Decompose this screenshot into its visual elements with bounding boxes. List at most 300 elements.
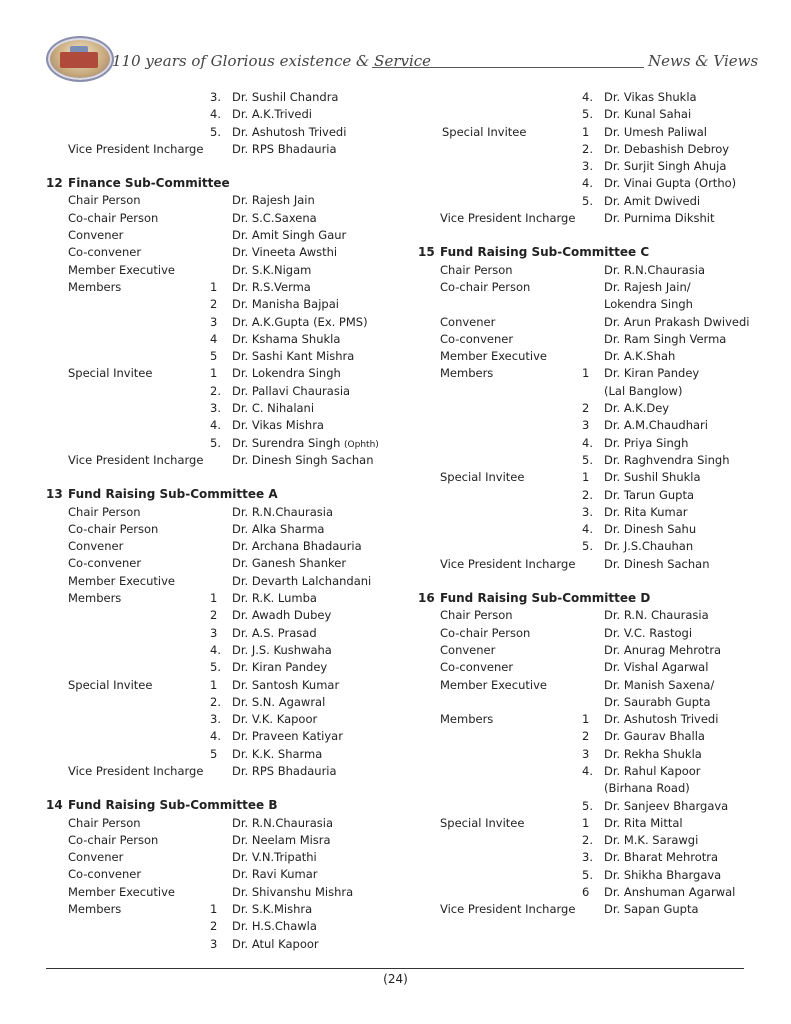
role-label: Vice President Incharge bbox=[68, 763, 204, 778]
member-row bbox=[418, 296, 758, 313]
committee-title: Fund Raising Sub-Committee D bbox=[440, 591, 651, 606]
member-number: 5. bbox=[210, 660, 221, 675]
member-row bbox=[418, 348, 758, 365]
member-name bbox=[232, 918, 317, 935]
member-row bbox=[46, 296, 386, 313]
member-row bbox=[418, 677, 758, 694]
member-name-text: Dr. Vinai Gupta (Ortho) bbox=[604, 176, 737, 191]
member-name-text: Dr. RPS Bhadauria bbox=[232, 141, 337, 156]
role-label: Chair Person bbox=[68, 504, 141, 519]
member-row bbox=[418, 279, 758, 296]
member-name bbox=[232, 279, 311, 296]
member-number: 1 bbox=[582, 366, 590, 381]
member-number: 1 bbox=[582, 470, 590, 485]
member-name bbox=[232, 625, 317, 642]
member-name-text: Dr. Ram Singh Verma bbox=[604, 331, 727, 346]
member-row bbox=[418, 331, 758, 348]
role-label: Special Invitee bbox=[68, 366, 153, 381]
member-row bbox=[418, 521, 758, 538]
member-name-text: Dr. Anurag Mehrotra bbox=[604, 642, 722, 657]
member-name bbox=[604, 331, 726, 348]
committee-title: Fund Raising Sub-Committee C bbox=[440, 245, 650, 260]
member-number: 3 bbox=[210, 936, 218, 951]
member-name-text: Dr. Rajesh Jain/ bbox=[604, 279, 691, 294]
member-name-text: Dr. A.K.Trivedi bbox=[232, 107, 312, 122]
member-number: 2 bbox=[210, 608, 218, 623]
member-number: 4. bbox=[210, 418, 221, 433]
member-name bbox=[604, 901, 699, 918]
member-number: 5. bbox=[582, 867, 593, 882]
member-name bbox=[604, 763, 701, 780]
member-name bbox=[232, 124, 346, 141]
member-name bbox=[232, 866, 318, 883]
member-row bbox=[46, 573, 386, 590]
member-row bbox=[46, 625, 386, 642]
member-number: 3 bbox=[582, 418, 590, 433]
member-name bbox=[604, 279, 691, 296]
member-name bbox=[604, 383, 682, 400]
role-label: Member Executive bbox=[68, 573, 175, 588]
member-name-text: Dr. Devarth Lalchandani bbox=[232, 573, 372, 588]
member-name bbox=[232, 728, 343, 745]
member-row bbox=[418, 901, 758, 918]
member-row bbox=[46, 728, 386, 745]
member-row bbox=[418, 504, 758, 521]
member-name-text: Dr. Ashutosh Trivedi bbox=[604, 712, 719, 727]
member-name bbox=[232, 538, 362, 555]
member-name bbox=[232, 192, 315, 209]
member-name bbox=[232, 901, 312, 918]
member-name-text: Dr. M.K. Sarawgi bbox=[604, 833, 699, 848]
member-row bbox=[418, 175, 758, 192]
member-row bbox=[418, 193, 758, 210]
member-number: 2 bbox=[582, 729, 590, 744]
member-name bbox=[232, 452, 374, 469]
role-label: Special Invitee bbox=[440, 815, 525, 830]
role-label: Vice President Incharge bbox=[440, 556, 576, 571]
member-row bbox=[418, 867, 758, 884]
member-name-text: Dr. Vikas Mishra bbox=[232, 418, 324, 433]
member-name bbox=[232, 314, 368, 331]
member-name bbox=[232, 590, 317, 607]
member-number: 4. bbox=[582, 435, 593, 450]
member-row bbox=[46, 141, 386, 158]
member-number: 5. bbox=[582, 539, 593, 554]
member-name-text: Dr. Manisha Bajpai bbox=[232, 297, 339, 312]
member-name-text: Dr. Vineeta Awsthi bbox=[232, 245, 338, 260]
member-name bbox=[232, 331, 340, 348]
member-row bbox=[46, 918, 386, 935]
role-label: Convener bbox=[68, 539, 124, 554]
member-name bbox=[232, 573, 371, 590]
member-name bbox=[232, 417, 324, 434]
member-name-text: Dr. A.K.Gupta (Ex. PMS) bbox=[232, 314, 368, 329]
member-name-text: Dr. Anshuman Agarwal bbox=[604, 885, 736, 900]
member-name-text: Dr. Umesh Paliwal bbox=[604, 124, 707, 139]
role-label: Member Executive bbox=[68, 262, 175, 277]
role-label: Vice President Incharge bbox=[440, 211, 576, 226]
member-name-text: Dr. Rita Mittal bbox=[604, 815, 683, 830]
member-name bbox=[604, 659, 708, 676]
member-name bbox=[232, 659, 327, 676]
member-row bbox=[46, 417, 386, 434]
member-name-text: Dr. J.S.Chauhan bbox=[604, 539, 694, 554]
member-number: 2 bbox=[210, 919, 218, 934]
member-name-text: Dr. Pallavi Chaurasia bbox=[232, 383, 351, 398]
member-row bbox=[418, 625, 758, 642]
member-row bbox=[46, 365, 386, 382]
member-number: 3. bbox=[582, 504, 593, 519]
member-row bbox=[46, 106, 386, 123]
member-name-text: Dr. H.S.Chawla bbox=[232, 919, 317, 934]
member-row bbox=[418, 607, 758, 624]
member-name-text: Dr. Kunal Sahai bbox=[604, 107, 692, 122]
member-name bbox=[232, 849, 317, 866]
member-name-text: Dr. Awadh Dubey bbox=[232, 608, 332, 623]
member-name-text: Dr. Kiran Pandey bbox=[604, 366, 700, 381]
member-row bbox=[418, 711, 758, 728]
member-row bbox=[418, 487, 758, 504]
member-number: 5. bbox=[582, 107, 593, 122]
member-name-text: Dr. Amit Singh Gaur bbox=[232, 228, 347, 243]
member-row bbox=[418, 452, 758, 469]
member-name bbox=[604, 815, 683, 832]
role-label: Members bbox=[68, 591, 122, 606]
member-name-text: Dr. Rajesh Jain bbox=[232, 193, 315, 208]
member-name bbox=[604, 141, 729, 158]
member-name bbox=[232, 141, 337, 158]
member-name bbox=[604, 677, 714, 694]
member-name bbox=[604, 538, 693, 555]
member-name-text: Dr. Tarun Gupta bbox=[604, 487, 695, 502]
member-number: 4. bbox=[210, 107, 221, 122]
member-row bbox=[46, 746, 386, 763]
member-name-text: Dr. Debashish Debroy bbox=[604, 141, 730, 156]
role-label: Co-chair Person bbox=[68, 210, 159, 225]
member-row bbox=[418, 746, 758, 763]
member-name bbox=[232, 763, 337, 780]
member-row bbox=[46, 590, 386, 607]
member-row bbox=[418, 400, 758, 417]
member-number: 2. bbox=[582, 833, 593, 848]
committee-title: Fund Raising Sub-Committee B bbox=[68, 798, 278, 813]
member-row bbox=[46, 901, 386, 918]
member-name bbox=[232, 365, 341, 382]
role-label: Special Invitee bbox=[68, 677, 153, 692]
member-row bbox=[46, 555, 386, 572]
role-label: Members bbox=[440, 366, 494, 381]
member-number: 3 bbox=[210, 314, 218, 329]
member-name-text: Dr. A.M.Chaudhari bbox=[604, 418, 708, 433]
member-name bbox=[232, 694, 325, 711]
committee-number: 16 bbox=[418, 591, 435, 606]
member-row bbox=[46, 538, 386, 555]
member-name bbox=[232, 555, 346, 572]
member-name bbox=[604, 556, 709, 573]
member-row bbox=[46, 642, 386, 659]
member-row bbox=[46, 849, 386, 866]
role-label: Convener bbox=[440, 314, 496, 329]
role-label: Chair Person bbox=[440, 608, 513, 623]
member-name-text: Dr. A.K.Shah bbox=[604, 349, 676, 364]
committee-heading bbox=[46, 797, 386, 814]
member-row bbox=[418, 89, 758, 106]
member-row bbox=[46, 763, 386, 780]
building-logo-icon bbox=[46, 36, 114, 82]
member-name bbox=[604, 746, 702, 763]
member-row bbox=[46, 866, 386, 883]
member-row bbox=[46, 314, 386, 331]
member-name-text: Dr. Gaurav Bhalla bbox=[604, 729, 705, 744]
member-name bbox=[604, 262, 705, 279]
member-name-text: Dr. Rita Kumar bbox=[604, 504, 688, 519]
committee-heading bbox=[46, 175, 386, 192]
member-name-text: Dr. Praveen Katiyar bbox=[232, 729, 343, 744]
role-label: Chair Person bbox=[440, 262, 513, 277]
member-name-text: Dr. Sapan Gupta bbox=[604, 902, 699, 917]
role-label: Member Executive bbox=[440, 677, 547, 692]
role-label: Vice President Incharge bbox=[68, 452, 204, 467]
role-label: Chair Person bbox=[68, 815, 141, 830]
committee-number: 15 bbox=[418, 245, 435, 260]
member-name-text: Dr. A.S. Prasad bbox=[232, 625, 317, 640]
member-name-text: Dr. Rekha Shukla bbox=[604, 746, 702, 761]
member-name bbox=[604, 521, 696, 538]
member-row bbox=[418, 435, 758, 452]
member-row bbox=[418, 106, 758, 123]
member-name-text: Dr. K.K. Sharma bbox=[232, 746, 323, 761]
member-name-text: Dr. Arun Prakash Dwivedi bbox=[604, 314, 750, 329]
role-label: Co-chair Person bbox=[440, 279, 531, 294]
member-name bbox=[232, 383, 350, 400]
member-row bbox=[46, 227, 386, 244]
member-name bbox=[604, 694, 711, 711]
member-number: 2 bbox=[210, 297, 218, 312]
member-row bbox=[418, 642, 758, 659]
member-name-text: Dr. Surendra Singh bbox=[232, 435, 341, 450]
member-number: 2. bbox=[210, 383, 221, 398]
member-row bbox=[418, 365, 758, 382]
member-name bbox=[604, 435, 688, 452]
member-row bbox=[418, 728, 758, 745]
member-name-text: Dr. R.N.Chaurasia bbox=[604, 262, 705, 277]
member-name bbox=[232, 244, 337, 261]
member-name-text: Dr. Vishal Agarwal bbox=[604, 660, 709, 675]
member-row bbox=[46, 435, 386, 452]
member-number: 4. bbox=[582, 90, 593, 104]
member-number: 3 bbox=[582, 746, 590, 761]
member-row bbox=[46, 262, 386, 279]
member-name-text: Dr. S.K.Nigam bbox=[232, 262, 312, 277]
role-label: Member Executive bbox=[68, 884, 175, 899]
member-row bbox=[46, 832, 386, 849]
committee-title: Finance Sub-Committee bbox=[68, 176, 230, 191]
member-name bbox=[604, 780, 690, 797]
member-name bbox=[232, 607, 331, 624]
member-name-text: Dr. A.K.Dey bbox=[604, 401, 670, 416]
member-name-text: Dr. Dinesh Sachan bbox=[604, 556, 710, 571]
member-row bbox=[46, 694, 386, 711]
member-name bbox=[604, 365, 699, 382]
member-name-text: Dr. Sushil Chandra bbox=[232, 90, 339, 104]
member-row bbox=[418, 815, 758, 832]
member-name-text: Dr. Dinesh Sahu bbox=[604, 522, 697, 537]
committee-heading bbox=[418, 590, 758, 607]
member-name-text: Dr. J.S. Kushwaha bbox=[232, 642, 332, 657]
role-label: Co-chair Person bbox=[68, 521, 159, 536]
member-name-text: Dr. V.N.Tripathi bbox=[232, 850, 317, 865]
member-number: 1 bbox=[582, 815, 590, 830]
right-column bbox=[418, 89, 758, 919]
role-label: Special Invitee bbox=[442, 124, 527, 139]
member-name-text: Dr. Purnima Dikshit bbox=[604, 211, 715, 226]
member-name-text: Dr. Amit Dwivedi bbox=[604, 193, 701, 208]
member-row bbox=[46, 521, 386, 538]
member-number: 5 bbox=[210, 746, 218, 761]
member-name bbox=[604, 193, 700, 210]
member-name bbox=[604, 798, 728, 815]
member-name-text: Dr. Kiran Pandey bbox=[232, 660, 328, 675]
member-name bbox=[232, 262, 311, 279]
member-name bbox=[232, 832, 331, 849]
role-label: Co-chair Person bbox=[440, 625, 531, 640]
member-name bbox=[232, 296, 339, 313]
member-row bbox=[46, 331, 386, 348]
member-row bbox=[418, 763, 758, 780]
member-name bbox=[604, 89, 697, 106]
member-number: 1 bbox=[210, 591, 218, 606]
member-name-text: Dr. R.K. Lumba bbox=[232, 591, 317, 606]
member-name-text: Dr. Neelam Misra bbox=[232, 832, 331, 847]
member-name bbox=[232, 936, 319, 953]
member-name-text: Dr. Kshama Shukla bbox=[232, 331, 341, 346]
member-number: 2 bbox=[582, 401, 590, 416]
page-header bbox=[0, 0, 791, 90]
role-label: Vice President Incharge bbox=[440, 902, 576, 917]
committee-title: Fund Raising Sub-Committee A bbox=[68, 487, 278, 502]
member-row bbox=[418, 780, 758, 797]
member-name bbox=[604, 625, 692, 642]
member-name bbox=[232, 711, 317, 728]
member-row bbox=[418, 849, 758, 866]
member-name bbox=[232, 210, 317, 227]
member-number: 3. bbox=[210, 401, 221, 416]
member-name-text: Dr. S.C.Saxena bbox=[232, 210, 317, 225]
member-number: 1 bbox=[582, 712, 590, 727]
member-name bbox=[604, 158, 726, 175]
role-label: Co-chair Person bbox=[68, 832, 159, 847]
member-number: 2. bbox=[210, 694, 221, 709]
member-name bbox=[232, 746, 322, 763]
member-name bbox=[232, 400, 314, 417]
member-number: 2. bbox=[582, 141, 593, 156]
member-specialty: (Ophth) bbox=[344, 439, 379, 450]
member-name-text: Dr. Shivanshu Mishra bbox=[232, 884, 354, 899]
member-number: 1 bbox=[210, 366, 218, 381]
member-name bbox=[604, 867, 721, 884]
member-name bbox=[232, 227, 346, 244]
member-number: 3. bbox=[210, 712, 221, 727]
member-name-text: (Birhana Road) bbox=[604, 781, 690, 796]
member-name-text: Dr. Dinesh Singh Sachan bbox=[232, 452, 374, 467]
member-name-text: Dr. Manish Saxena/ bbox=[604, 677, 715, 692]
member-number: 4. bbox=[210, 642, 221, 657]
member-row bbox=[46, 210, 386, 227]
member-number: 5 bbox=[210, 349, 218, 364]
member-name-text: Dr. Bharat Mehrotra bbox=[604, 850, 719, 865]
member-row bbox=[418, 158, 758, 175]
member-name bbox=[604, 711, 718, 728]
committee-number: 14 bbox=[46, 798, 63, 813]
member-name-text: Dr. Saurabh Gupta bbox=[604, 694, 711, 709]
member-name-text: Dr. Vikas Shukla bbox=[604, 90, 697, 104]
header-section-name: News & Views bbox=[648, 52, 759, 70]
member-name-text: Dr. Ashutosh Trivedi bbox=[232, 124, 347, 139]
role-label: Members bbox=[68, 902, 122, 917]
member-row bbox=[418, 659, 758, 676]
member-name-text: Dr. Sushil Shukla bbox=[604, 470, 701, 485]
member-row bbox=[418, 538, 758, 555]
role-label: Chair Person bbox=[68, 193, 141, 208]
member-row bbox=[46, 244, 386, 261]
member-name bbox=[604, 210, 714, 227]
member-number: 5. bbox=[582, 452, 593, 467]
member-row bbox=[418, 314, 758, 331]
member-name bbox=[604, 417, 708, 434]
member-name-text: Dr. Sanjeev Bhargava bbox=[604, 798, 729, 813]
member-row bbox=[46, 659, 386, 676]
member-number: 1 bbox=[210, 279, 218, 294]
member-number: 1 bbox=[582, 124, 590, 139]
member-name bbox=[232, 504, 333, 521]
member-name bbox=[604, 642, 721, 659]
member-row bbox=[46, 452, 386, 469]
role-label: Vice President Incharge bbox=[68, 141, 204, 156]
role-label: Convener bbox=[68, 228, 124, 243]
member-name-text: Dr. Surjit Singh Ahuja bbox=[604, 159, 727, 174]
member-name-text: Dr. V.C. Rastogi bbox=[604, 625, 693, 640]
member-number: 4. bbox=[582, 522, 593, 537]
member-name bbox=[604, 400, 669, 417]
member-name bbox=[604, 504, 687, 521]
member-row bbox=[46, 936, 386, 953]
member-name bbox=[604, 348, 675, 365]
committee-number: 13 bbox=[46, 487, 63, 502]
header-rule bbox=[372, 67, 644, 68]
member-row bbox=[46, 504, 386, 521]
member-name bbox=[232, 642, 332, 659]
member-row bbox=[418, 210, 758, 227]
member-name-text: Dr. Lokendra Singh bbox=[232, 366, 341, 381]
member-name-text: Dr. R.N. Chaurasia bbox=[604, 608, 709, 623]
member-name bbox=[604, 175, 736, 192]
member-row bbox=[418, 556, 758, 573]
role-label: Members bbox=[68, 279, 122, 294]
member-name-text: Dr. S.N. Agawral bbox=[232, 694, 326, 709]
member-name-text: Dr. RPS Bhadauria bbox=[232, 763, 337, 778]
committee-heading bbox=[46, 486, 386, 503]
committee-heading bbox=[418, 244, 758, 261]
member-name bbox=[232, 521, 324, 538]
role-label: Co-convener bbox=[440, 660, 514, 675]
role-label: Co-convener bbox=[68, 245, 142, 260]
role-label: Convener bbox=[68, 850, 124, 865]
member-name bbox=[604, 124, 707, 141]
member-name-text: Dr. Rahul Kapoor bbox=[604, 763, 701, 778]
role-label: Co-convener bbox=[440, 331, 514, 346]
member-row bbox=[418, 141, 758, 158]
member-name bbox=[232, 884, 353, 901]
